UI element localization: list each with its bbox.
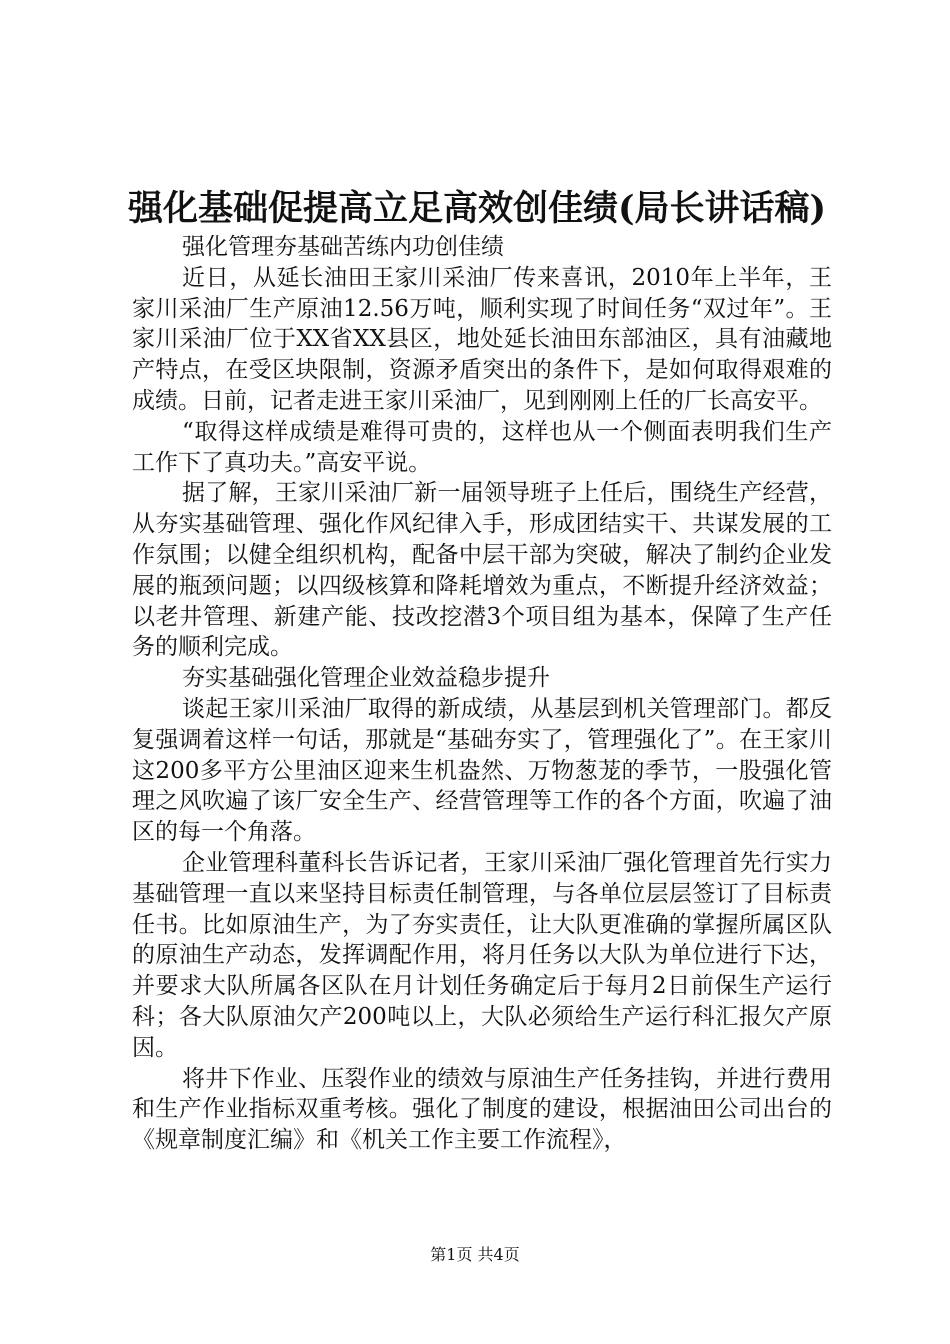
- paragraph: 谈起王家川采油厂取得的新成绩，从基层到机关管理部门。都反复强调着这样一句话，那就是“基础夯实了，管理强化了”。在王家川这200多平方公里油区迎来生机盎然、万物葱茏的季节，一股强化管理之风吹遍了该厂安全生产、经营管理等工作的各个方面，吹遍了油区的每一个角落。: [132, 695, 832, 846]
- page-number-footer: 第1页 共4页: [430, 1245, 520, 1264]
- paragraph: “取得这样成绩是难得可贵的，这样也从一个侧面表明我们生产工作下了真功夫。”高安平说。: [132, 418, 832, 476]
- paragraph: 企业管理科董科长告诉记者，王家川采油厂强化管理首先行实力基础管理一直以来坚持目标责任制管理，与各单位层层签订了目标责任书。比如原油生产，为了夯实责任，让大队更准确的掌握所属区队的原油生产动态，发挥调配作用，将月任务以大队为单位进行下达，并要求大队所属各区队在月计划任务确定后于每月2日前保生产运行科；各大队原油欠产200吨以上，大队必须给生产运行科汇报欠产原因。: [132, 849, 832, 1061]
- paragraph: 近日，从延长油田王家川采油厂传来喜讯，2010年上半年，王家川采油厂生产原油12.56万吨，顺利实现了时间任务“双过年”。王家川采油厂位于XX省XX县区，地处延长油田东部油区，具有油藏地产特点，在受区块限制，资源矛盾突出的条件下，是如何取得艰难的成绩。日前，记者走进王家川采油厂，见到刚刚上任的厂长高安平。: [132, 264, 832, 414]
- section-heading: 夯实基础强化管理企业效益稳步提升: [182, 665, 550, 692]
- section-heading: 强化管理夯基础苦练内功创佳绩: [182, 234, 504, 260]
- document-body: [132, 232, 832, 1156]
- paragraph: 据了解，王家川采油厂新一届领导班子上任后，围绕生产经营，从夯实基础管理、强化作风纪律入手，形成团结实干、共谋发展的工作氛围；以健全组织机构，配备中层干部为突破，解决了制约企业发展的瓶颈问题；以四级核算和降耗增效为重点，不断提升经济效益；以老井管理、新建产能、技改挖潜3个项目组为基本，保障了生产任务的顺利完成。: [132, 480, 832, 661]
- paragraph: 将井下作业、压裂作业的绩效与原油生产任务挂钩，并进行费用和生产作业指标双重考核。强化了制度的建设，根据油田公司出台的《规章制度汇编》和《机关工作主要工作流程》，: [132, 1065, 832, 1154]
- document-title: 强化基础促提高立足高效创佳绩(局长讲话稿): [128, 188, 827, 229]
